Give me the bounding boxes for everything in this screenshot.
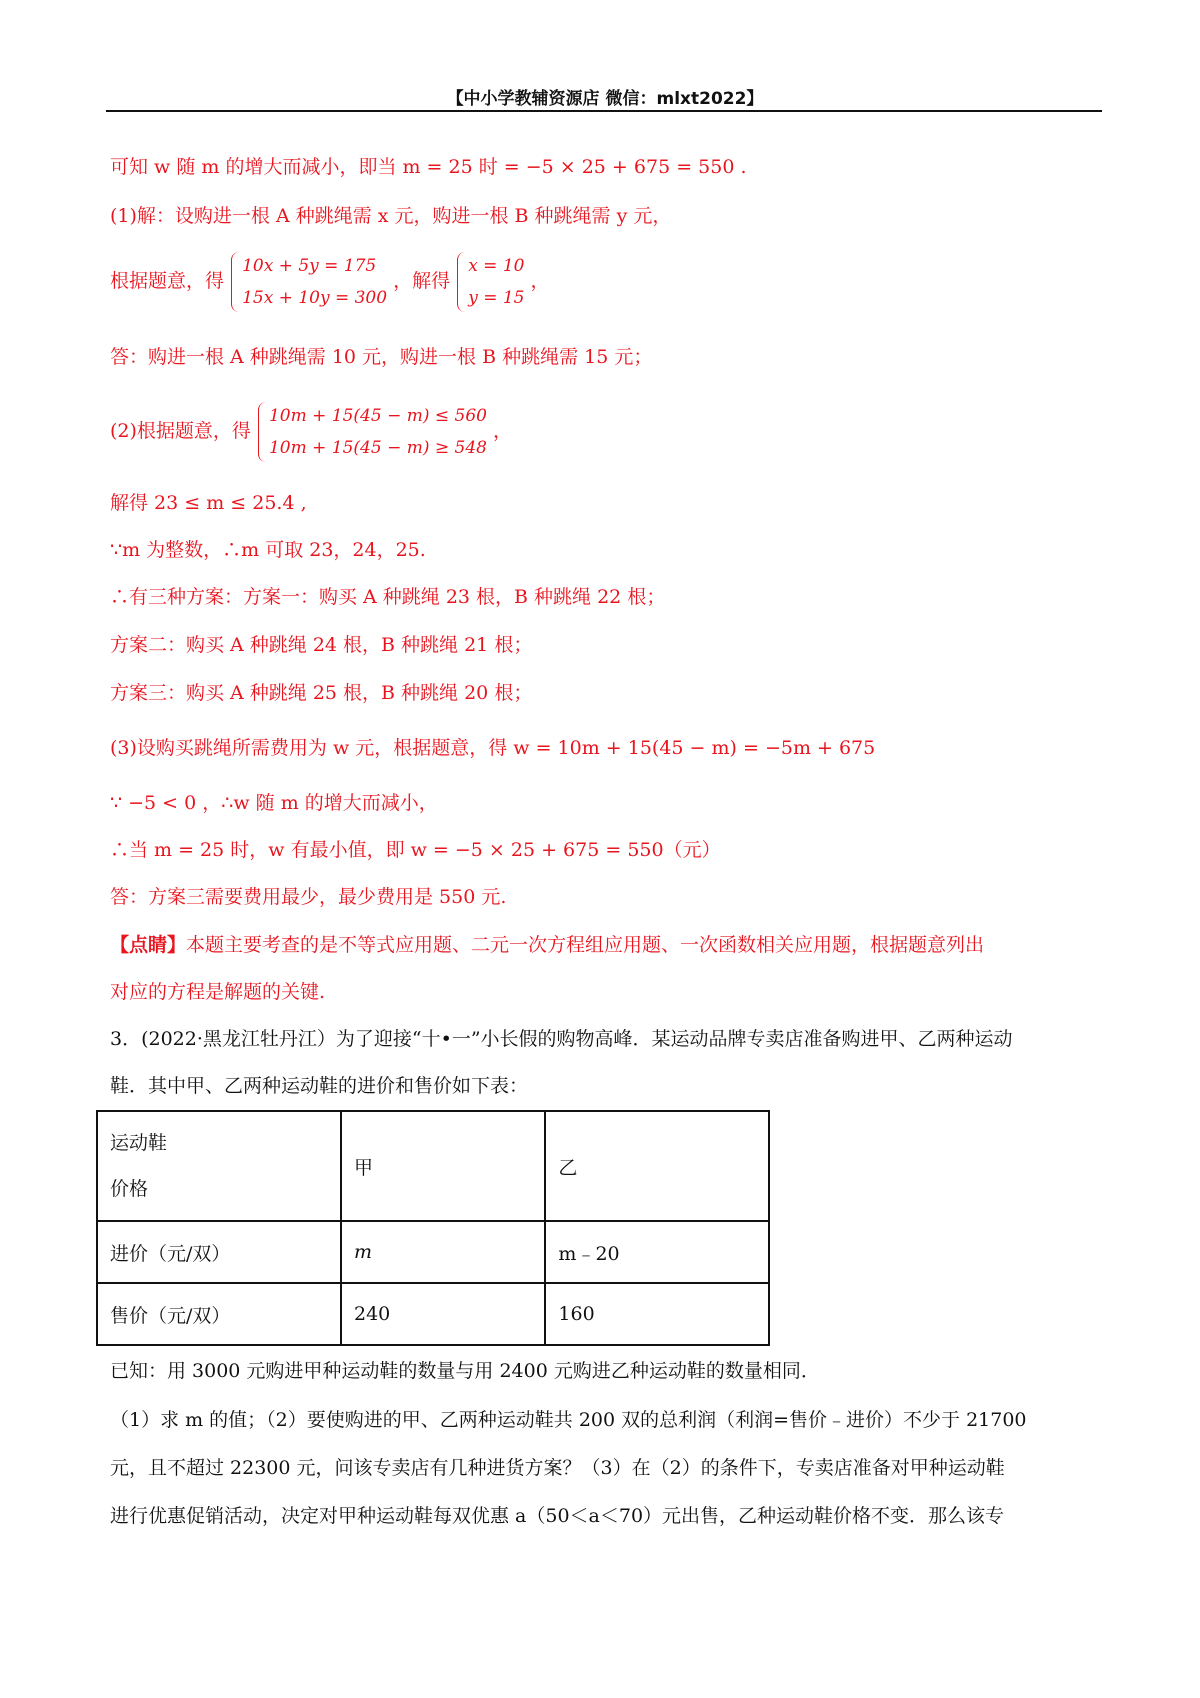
plan-1-line: ∴有三种方案：方案一：购买 A 种跳绳 23 根，B 种跳绳 22 根； — [110, 586, 666, 608]
answer-part1: 答：购进一根 A 种跳绳需 10 元，购进一根 B 种跳绳需 15 元； — [110, 346, 653, 368]
inequality-1: 10m + 15(45 − m) ≤ 560 — [268, 406, 487, 426]
question-line-2: 元，且不超过 22300 元，问该专卖店有几种进货方案？（3）在（2）的条件下，专卖店准备对甲种运动鞋 — [110, 1457, 1005, 1479]
row-label: 进价（元/双） — [97, 1221, 341, 1283]
system-equation-1: 10x + 5y = 175 — [242, 256, 377, 276]
inequality-suffix: ， — [493, 420, 513, 442]
table-row — [97, 1221, 769, 1283]
known-condition-line: 已知：用 3000 元购进甲种运动鞋的数量与用 2400 元购进乙种运动鞋的数量相同． — [110, 1360, 820, 1382]
problem3-line-1: 3．(2022·黑龙江牡丹江）为了迎接“十•一”小长假的购物高峰．某运动品牌专卖店准备购进甲、乙两种运动 — [110, 1028, 1013, 1050]
integer-values-line: ∵m 为整数，∴m 可取 23，24，25. — [110, 539, 426, 561]
cell-price-b: 160 — [545, 1283, 769, 1345]
solve-range-line: 解得 23 ≤ m ≤ 25.4 , — [110, 492, 307, 514]
price-table — [96, 1110, 770, 1346]
plan-3-line: 方案三：购买 A 种跳绳 25 根，B 种跳绳 20 根； — [110, 682, 533, 704]
system-suffix: ， — [530, 270, 550, 292]
linear-system — [230, 250, 387, 314]
row-label: 售价（元/双） — [97, 1283, 341, 1345]
system-prefix: 根据题意，得 — [110, 270, 225, 292]
cell-cost-a: m — [341, 1221, 545, 1283]
corner-top-label: 运动鞋 — [110, 1132, 168, 1154]
cell-cost-b: m﹣20 — [545, 1221, 769, 1283]
problem3-line-2: 鞋．其中甲、乙两种运动鞋的进价和售价如下表： — [110, 1075, 529, 1097]
answer-part3: 答：方案三需要费用最少，最少费用是 550 元. — [110, 886, 507, 908]
part1-setup-line: (1)解：设购进一根 A 种跳绳需 x 元，购进一根 B 种跳绳需 y 元， — [110, 205, 672, 227]
column-header-a: 甲 — [341, 1111, 545, 1221]
comment-tag: 【点睛】 — [110, 934, 187, 956]
plan-2-line: 方案二：购买 A 种跳绳 24 根，B 种跳绳 21 根； — [110, 634, 533, 656]
system-equation-2: 15x + 10y = 300 — [242, 288, 388, 308]
inequality-prefix: (2)根据题意，得 — [110, 420, 251, 442]
corner-bottom-label: 价格 — [110, 1178, 149, 1200]
question-line-3: 进行优惠促销活动，决定对甲种运动鞋每双优惠 a（50＜a＜70）元出售，乙种运动鞋价格不变．那么该专 — [110, 1505, 1005, 1527]
solution-y: y = 15 — [468, 288, 525, 308]
question-line-1: （1）求 m 的值；（2）要使购进的甲、乙两种运动鞋共 200 双的总利润（利润=售价﹣进价）不少于 21700 — [110, 1409, 1027, 1431]
part3-setup-line: (3)设购买跳绳所需费用为 w 元，根据题意，得 w = 10m + 15(45 − m) = −5m + 675 — [110, 737, 876, 759]
cell-price-a: 240 — [341, 1283, 545, 1345]
column-header-b: 乙 — [545, 1111, 769, 1221]
table-row — [97, 1283, 769, 1345]
table-corner-cell — [97, 1111, 341, 1221]
solve-label: ，解得 — [393, 270, 451, 292]
header-rule — [106, 110, 1102, 112]
solution-x: x = 10 — [468, 256, 525, 276]
system-solution — [456, 250, 524, 314]
comment-line-2: 对应的方程是解题的关键. — [110, 981, 326, 1003]
comment-text: 本题主要考查的是不等式应用题、二元一次方程组应用题、一次函数相关应用题，根据题意列出 — [186, 934, 985, 956]
inequality-2: 10m + 15(45 − m) ≥ 548 — [268, 438, 487, 458]
decreasing-line: ∵ −5 < 0 ，∴w 随 m 的增大而减小， — [110, 792, 438, 814]
minimum-value-line: ∴当 m = 25 时，w 有最小值，即 w = −5 × 25 + 675 = 550（元） — [110, 839, 721, 861]
comment-line — [110, 932, 984, 958]
equation-system-line — [110, 250, 550, 314]
table-header-row — [97, 1111, 769, 1221]
inequality-system — [257, 400, 487, 464]
page-header: 【中小学教辅资源店 微信：mlxt2022】 — [446, 89, 764, 109]
inequality-system-line — [110, 400, 512, 464]
solution-intro-line: 可知 w 随 m 的增大而减小，即当 m = 25 时 = −5 × 25 + 675 = 550 . — [110, 156, 747, 178]
